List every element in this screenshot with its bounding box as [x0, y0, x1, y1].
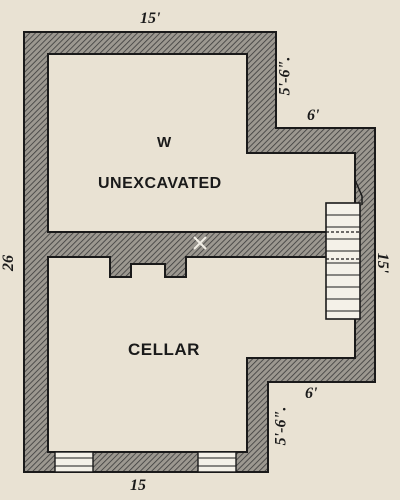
stairs	[326, 203, 360, 319]
dimension-step-lower: 6'	[305, 385, 318, 402]
room-marker: W	[157, 134, 172, 151]
room-label-cellar: CELLAR	[128, 340, 200, 359]
dimension-right-vertical: 15'	[374, 252, 392, 274]
room-label-unexcavated: UNEXCAVATED	[98, 175, 222, 192]
dimension-left-vertical: 26	[0, 255, 17, 271]
dimension-bottom: 15	[130, 477, 146, 494]
dimension-top: 15'	[140, 10, 161, 27]
dimension-upper-right-vertical: 5'-6".	[276, 56, 294, 96]
dimension-step-upper: 6'	[307, 107, 320, 124]
window-right	[198, 452, 236, 472]
walls	[24, 32, 375, 472]
window-left	[55, 452, 93, 472]
chimney-piers	[110, 256, 186, 277]
dimension-lower-right-vertical: 5'-6".	[272, 406, 290, 446]
